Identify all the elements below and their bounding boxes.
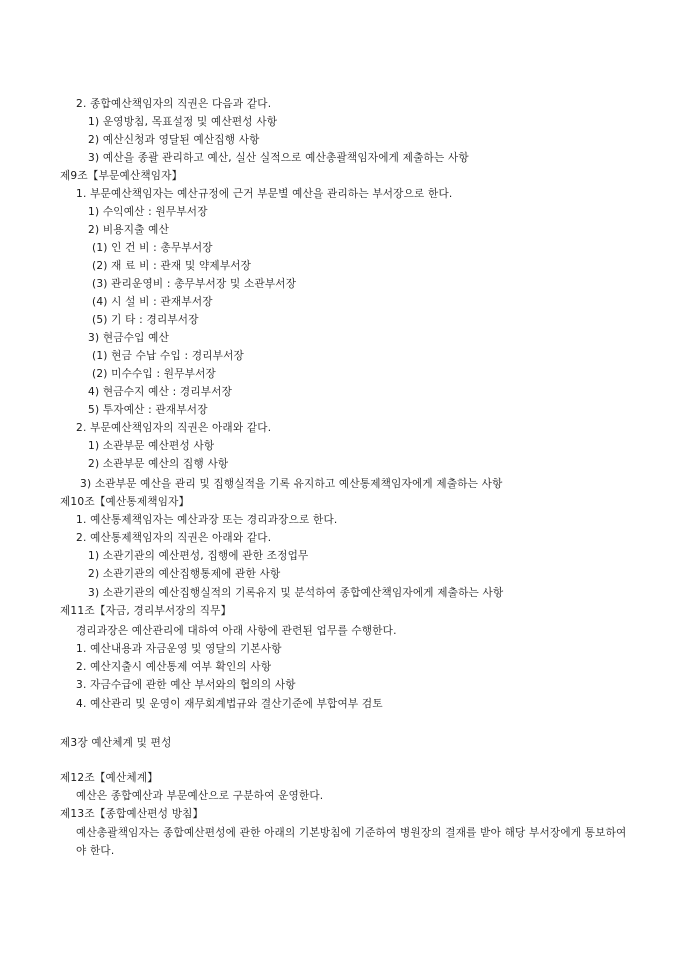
text-line: (5) 기 타 : 경리부서장 [92, 314, 199, 326]
text-line: 2. 부문예산책임자의 직권은 아래와 같다. [76, 422, 272, 434]
chapter-heading: 제3장 예산체계 및 편성 [60, 737, 172, 749]
text-line: 2) 비용지출 예산 [88, 224, 170, 236]
article-heading: 제11조【자금, 경리부서장의 직무】 [60, 605, 232, 617]
text-line: (3) 관리운영비 : 총무부서장 및 소관부서장 [92, 278, 297, 290]
text-line: (4) 시 설 비 : 관재부서장 [92, 296, 213, 308]
text-line: 1) 소관기관의 예산편성, 집행에 관한 조정업무 [88, 550, 309, 562]
text-line: 1. 부문예산책임자는 예산규정에 근거 부문별 예산을 관리하는 부서장으로 한다. [76, 188, 453, 200]
text-line: 3) 예산을 종괄 관리하고 예산, 실산 실적으로 예산총괄책임자에게 제출하는 사항 [88, 152, 469, 164]
text-line: 3. 자금수급에 관한 예산 부서와의 협의의 사항 [76, 679, 296, 691]
text-line: 1. 예산내용과 자금운영 및 영달의 기본사항 [76, 643, 282, 655]
text-line: 1) 운영방침, 목표설정 및 예산편성 사항 [88, 116, 278, 128]
text-line: 5) 투자예산 : 관재부서장 [88, 404, 208, 416]
text-line: 4) 현금수지 예산 : 경리부서장 [88, 386, 233, 398]
text-line: 3) 현금수입 예산 [88, 332, 170, 344]
paragraph: 예산총괄책임자는 종합예산편성에 관한 아래의 기본방침에 기준하여 병원장의 결재를 받아 해당 부서장에게 통보하여야 한다. [76, 827, 627, 857]
text-line: (1) 현금 수납 수입 : 경리부서장 [92, 350, 244, 362]
text-line: 1) 소관부문 예산편성 사항 [88, 440, 215, 452]
text-line: 4. 예산관리 및 운영이 재무회계법규와 결산기준에 부합여부 검토 [76, 698, 383, 710]
text-line: (1) 인 건 비 : 총무부서장 [92, 242, 213, 254]
article-heading: 제13조【종합예산편성 방침】 [60, 808, 204, 820]
text-line: 2. 예산통제책임자의 직권은 아래와 같다. [76, 532, 272, 544]
article-heading: 제10조【예산통제책임자】 [60, 496, 190, 508]
text-line: 2. 예산지출시 예산통제 여부 확인의 사항 [76, 661, 272, 673]
text-line: (2) 재 료 비 : 관재 및 약제부서장 [92, 260, 252, 272]
text-line: (2) 미수수입 : 원무부서장 [92, 368, 216, 380]
text-line: 예산은 종합예산과 부문예산으로 구분하여 운영한다. [76, 790, 324, 802]
text-line: 2) 소관기관의 예산집행통제에 관한 사항 [88, 568, 281, 580]
text-line: 1) 수익예산 : 원무부서장 [88, 206, 208, 218]
text-line: 1. 예산통제책임자는 예산과장 또는 경리과장으로 한다. [76, 514, 338, 526]
text-line: 경리과장은 예산관리에 대하여 아래 사항에 관련된 업무를 수행한다. [76, 625, 397, 637]
text-line: 2) 예산신청과 영달된 예산집행 사항 [88, 134, 260, 146]
text-line: 3) 소관부문 예산을 관리 및 집행실적을 기록 유지하고 예산통제책임자에게 제출하는 사항 [80, 478, 503, 490]
text-line: 2. 종합예산책임자의 직권은 다음과 같다. [76, 98, 272, 110]
text-line: 2) 소관부문 예산의 집행 사항 [88, 458, 229, 470]
article-heading: 제9조【부문예산책임자】 [60, 170, 183, 182]
text-line: 3) 소관기관의 예산집행실적의 기록유지 및 분석하여 종합예산책임자에게 제출하는 사항 [88, 587, 504, 599]
article-heading: 제12조【예산체계】 [60, 772, 159, 784]
